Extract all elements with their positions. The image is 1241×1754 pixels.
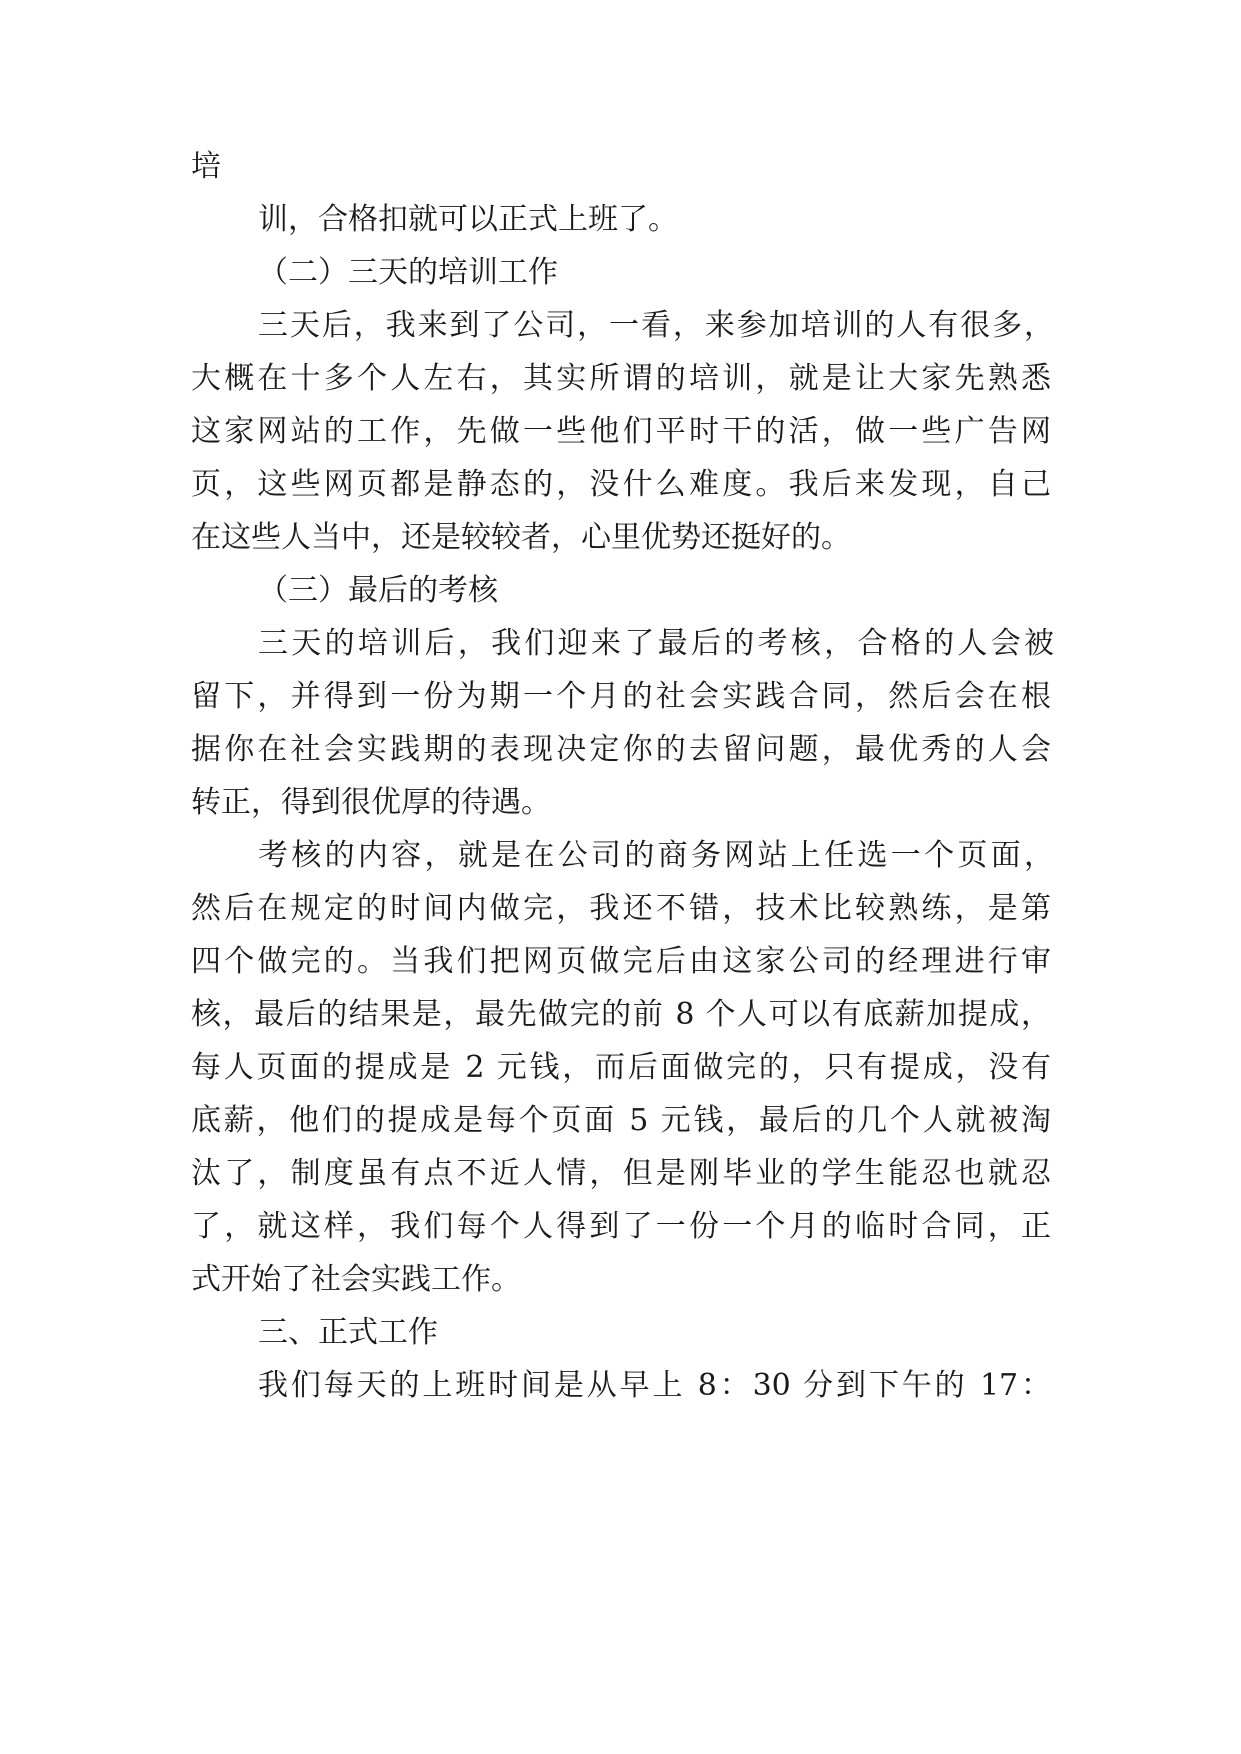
text-line-11: 留下，并得到一份为期一个月的社会实践合同，然后会在根 <box>191 679 1051 714</box>
text-line-14: 考核的内容，就是在公司的商务网站上任选一个页面， <box>258 838 1054 873</box>
text-line-19: 底薪，他们的提成是每个页面 5 元钱，最后的几个人就被淘 <box>191 1103 1051 1138</box>
text-line-6: 这家网站的工作，先做一些他们平时干的活，做一些广告网 <box>191 414 1051 449</box>
text-line-15: 然后在规定的时间内做完，我还不错，技术比较熟练，是第 <box>191 891 1051 926</box>
text-line-1: 培 <box>191 149 221 184</box>
text-line-5: 大概在十多个人左右，其实所谓的培训，就是让大家先熟悉 <box>191 361 1051 396</box>
text-line-12: 据你在社会实践期的表现决定你的去留问题，最优秀的人会 <box>191 732 1051 767</box>
section-heading-three: 三、正式工作 <box>258 1315 438 1350</box>
text-line-20: 汰了，制度虽有点不近人情，但是刚毕业的学生能忍也就忍 <box>191 1156 1051 1191</box>
text-line-22: 式开始了社会实践工作。 <box>191 1262 521 1297</box>
text-line-21: 了，就这样，我们每个人得到了一份一个月的临时合同，正 <box>191 1209 1051 1244</box>
section-heading-3: （三）最后的考核 <box>258 573 498 608</box>
text-line-18: 每人页面的提成是 2 元钱，而后面做完的，只有提成，没有 <box>191 1050 1051 1085</box>
section-heading-2: （二）三天的培训工作 <box>258 255 558 290</box>
text-line-13: 转正，得到很优厚的待遇。 <box>191 785 551 820</box>
text-line-8: 在这些人当中，还是较较者，心里优势还挺好的。 <box>191 520 851 555</box>
text-line-17: 核，最后的结果是，最先做完的前 8 个人可以有底薪加提成， <box>191 997 1051 1032</box>
text-line-4: 三天后，我来到了公司，一看，来参加培训的人有很多， <box>258 308 1054 343</box>
text-line-24: 我们每天的上班时间是从早上 8：30 分到下午的 17： <box>258 1368 1051 1403</box>
text-line-2: 训，合格扣就可以正式上班了。 <box>258 202 678 237</box>
text-line-10: 三天的培训后，我们迎来了最后的考核，合格的人会被 <box>258 626 1054 661</box>
text-line-16: 四个做完的。当我们把网页做完后由这家公司的经理进行审 <box>191 944 1051 979</box>
text-line-7: 页，这些网页都是静态的，没什么难度。我后来发现，自己 <box>191 467 1051 502</box>
